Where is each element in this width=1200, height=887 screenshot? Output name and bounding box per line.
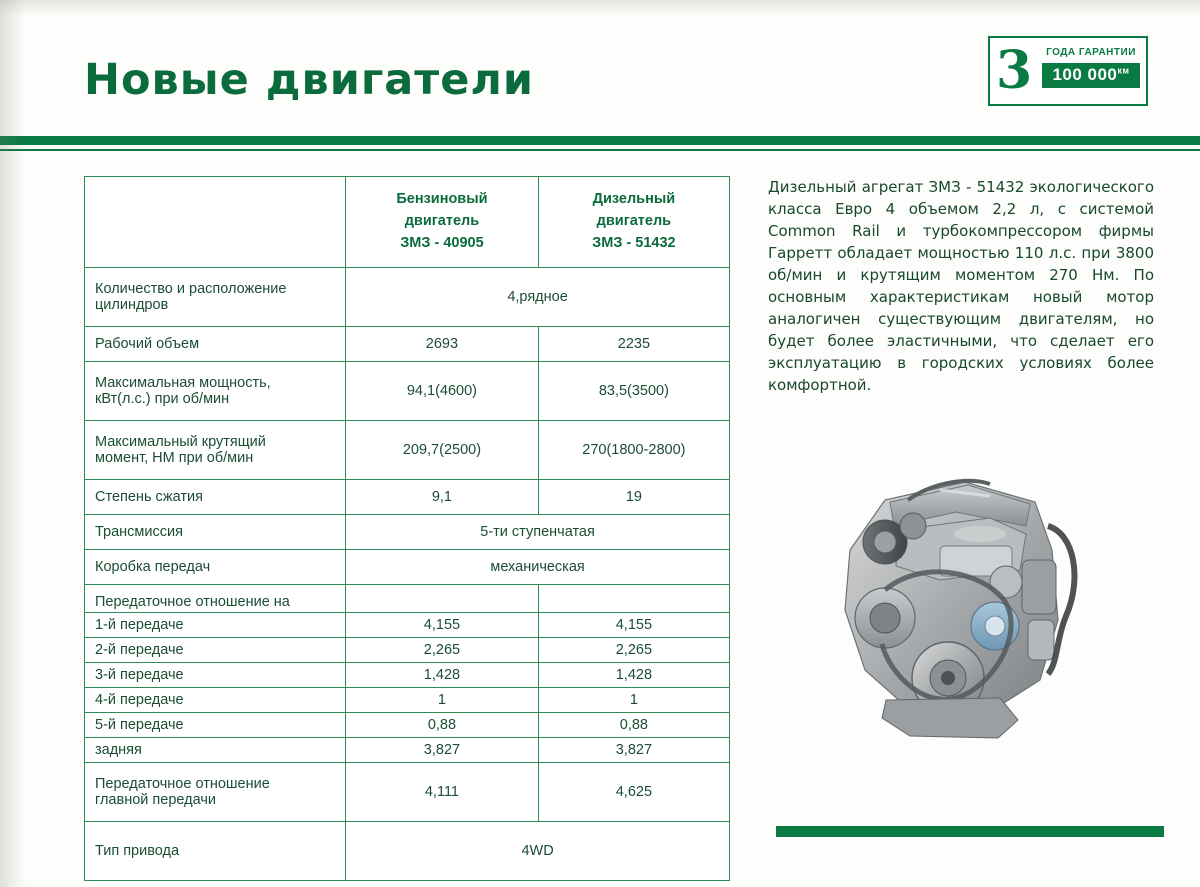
row-value-cylinders: 4,рядное (346, 268, 730, 327)
header-rule-thin (0, 149, 1200, 151)
row-value-final-drive-petrol: 4,111 (346, 763, 539, 822)
row-label-line2: кВт(л.с.) при об/мин (95, 391, 230, 407)
gear-label-reverse: задняя (85, 738, 346, 763)
header-petrol-engine (346, 177, 539, 268)
row-value-max-power-diesel: 83,5(3500) (538, 362, 729, 421)
gear-value-4-petrol: 1 (346, 688, 539, 713)
header-diesel-engine (538, 177, 729, 268)
gear-ratio-header-diesel (538, 585, 729, 613)
gear-value-reverse-petrol: 3,827 (346, 738, 539, 763)
table-row (85, 550, 730, 585)
table-row (85, 613, 730, 638)
gear-value-3-diesel: 1,428 (538, 663, 729, 688)
table-row (85, 515, 730, 550)
row-value-displacement-petrol: 2693 (346, 327, 539, 362)
header-rule-thick (0, 136, 1200, 145)
warranty-mileage-value: 100 000 (1052, 65, 1118, 84)
gear-value-4-diesel: 1 (538, 688, 729, 713)
warranty-years-label: ГОДА ГАРАНТИИ (1046, 47, 1136, 58)
table-row (85, 638, 730, 663)
header-diesel-line1: Дизельный (592, 191, 676, 208)
row-label-line2: цилиндров (95, 297, 169, 313)
row-value-compression-diesel: 19 (538, 480, 729, 515)
header-diesel-line3: ЗМЗ - 51432 (592, 234, 676, 251)
row-value-transmission: 5-ти ступенчатая (346, 515, 730, 550)
row-value-drive-type: 4WD (346, 822, 730, 881)
gear-label-2: 2-й передаче (85, 638, 346, 663)
row-value-max-power-petrol: 94,1(4600) (346, 362, 539, 421)
table-row (85, 763, 730, 822)
table-row (85, 480, 730, 515)
header-petrol-line2: двигатель (404, 213, 480, 230)
table-row (85, 327, 730, 362)
table-row (85, 362, 730, 421)
footer-accent-bar (776, 826, 1164, 837)
header-blank (85, 177, 346, 268)
page-edge-shadow-top (0, 0, 1200, 16)
gear-ratio-header-petrol (346, 585, 539, 613)
row-value-max-torque-diesel: 270(1800-2800) (538, 421, 729, 480)
table-row (85, 663, 730, 688)
row-label-line1: Количество и расположение (95, 281, 287, 297)
row-value-displacement-diesel: 2235 (538, 327, 729, 362)
row-label-cylinders (85, 268, 346, 327)
gear-value-5-diesel: 0,88 (538, 713, 729, 738)
row-label-max-power (85, 362, 346, 421)
table-row (85, 268, 730, 327)
row-value-final-drive-diesel: 4,625 (538, 763, 729, 822)
warranty-mileage-unit: км (1117, 65, 1130, 76)
row-label-line2: момент, НМ при об/мин (95, 450, 254, 466)
engine-specs-table (84, 176, 730, 881)
row-label-compression: Степень сжатия (85, 480, 346, 515)
engine-description: Дизельный агрегат ЗМЗ - 51432 экологического класса Евро 4 объемом 2,2 л, с системой Common Rail и турбокомпрессором фирмы Гарретт обладает мощностью 110 л.с. при 3800 об/мин и крутящим моментом 270 Нм. По основным характеристикам новый мотор аналогичен существующим двигателям, но будет более эластичными, что сделает его эксплуатацию в городских условиях более комфортной. (768, 178, 1154, 395)
gear-ratio-header-label: Передаточное отношение на (85, 585, 346, 613)
gear-value-reverse-diesel: 3,827 (538, 738, 729, 763)
row-label-gearbox: Коробка передач (85, 550, 346, 585)
page-header (0, 0, 1200, 140)
row-label-displacement: Рабочий объем (85, 327, 346, 362)
warranty-badge (988, 36, 1148, 106)
table-row (85, 738, 730, 763)
header-petrol-line3: ЗМЗ - 40905 (400, 234, 484, 251)
row-label-line1: Максимальный крутящий (95, 434, 266, 450)
row-label-drive-type: Тип привода (85, 822, 346, 881)
table-row (85, 822, 730, 881)
gear-label-1: 1-й передаче (85, 613, 346, 638)
row-label-line1: Передаточное отношение (95, 776, 270, 792)
gear-value-2-diesel: 2,265 (538, 638, 729, 663)
table-body (85, 268, 730, 881)
row-label-transmission: Трансмиссия (85, 515, 346, 550)
table-head (85, 177, 730, 268)
table-row (85, 688, 730, 713)
engine-photo (790, 430, 1130, 760)
table-header-row (85, 177, 730, 268)
page-edge-shadow-left (0, 0, 26, 887)
gear-value-2-petrol: 2,265 (346, 638, 539, 663)
header-petrol-line1: Бензиновый (396, 191, 488, 208)
header-diesel-line2: двигатель (596, 213, 672, 230)
gear-label-5: 5-й передаче (85, 713, 346, 738)
row-value-compression-petrol: 9,1 (346, 480, 539, 515)
row-label-line2: главной передачи (95, 792, 216, 808)
gear-value-3-petrol: 1,428 (346, 663, 539, 688)
table-row (85, 713, 730, 738)
row-value-gearbox: механическая (346, 550, 730, 585)
row-label-final-drive (85, 763, 346, 822)
gear-value-1-diesel: 4,155 (538, 613, 729, 638)
warranty-number: 3 (996, 40, 1033, 101)
gear-label-4: 4-й передаче (85, 688, 346, 713)
warranty-mileage (1042, 63, 1140, 88)
gear-value-5-petrol: 0,88 (346, 713, 539, 738)
row-label-line1: Максимальная мощность, (95, 375, 271, 391)
gear-value-1-petrol: 4,155 (346, 613, 539, 638)
table-row (85, 421, 730, 480)
warranty-details (1042, 44, 1140, 99)
gear-label-3: 3-й передаче (85, 663, 346, 688)
gear-ratio-header-row (85, 585, 730, 613)
row-label-max-torque (85, 421, 346, 480)
page-title: Новые двигатели (84, 55, 535, 105)
row-value-max-torque-petrol: 209,7(2500) (346, 421, 539, 480)
